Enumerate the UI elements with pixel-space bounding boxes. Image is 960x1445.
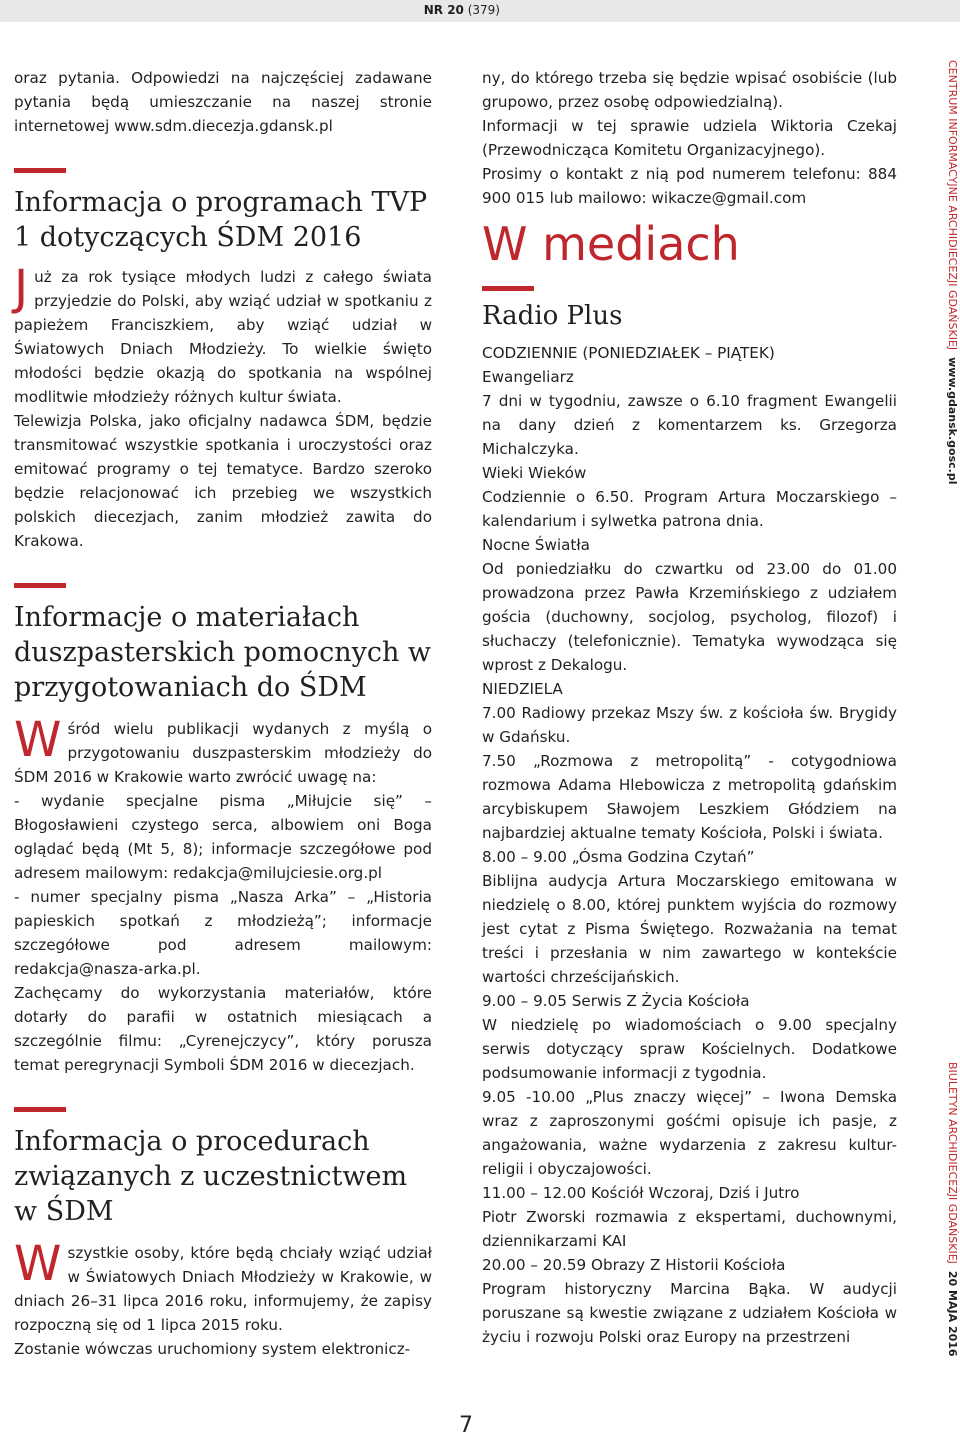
section-title-materials: Informacje o materiałach duszpasterskich pomocnych w przygotowaniach do ŚDM <box>14 602 432 703</box>
radio-line: Biblijna audycja Artura Moczarskiego emitowana w niedzielę o 8.00, której punktem wyjścia do rozmowy jest cytat z Pisma Świętego. Rozważania na temat treści i przesłania w nim zawartego w kontekście wartości chrześcijańskich. <box>482 872 897 986</box>
radio-line: NIEDZIELA <box>482 680 563 698</box>
sidebar-bottom-text <box>946 1062 959 1357</box>
sidebar-top-text <box>946 60 959 484</box>
radio-line: Wieki Wieków <box>482 464 587 482</box>
materials-paragraph-4: Zachęcamy do wykorzystania materiałów, które dotarły do parafii w ostatnich miesiącach a szczególnie filmu: „Cyrenejczycy”, który porusza temat peregrynacji Symboli ŚDM 2016 w diecezjach. <box>14 984 432 1074</box>
tvp-paragraph-2: Telewizja Polska, jako oficjalny nadawca ŚDM, będzie transmitować wszystkie spotkania i uroczystości oraz emitować programy o tej tematyce. Bardzo szeroko będzie relacjonować ich przebieg we wszystkich polskich diecezjach, zanim młodzież zawita do Krakowa. <box>14 412 432 550</box>
radio-line: Codziennie o 6.50. Program Artura Moczarskiego – kalendarium i sylwetka patrona dnia. <box>482 488 897 530</box>
tvp-paragraph-1 <box>14 260 432 409</box>
radio-line: 7.00 Radiowy przekaz Mszy św. z kościoła św. Brygidy w Gdańsku. <box>482 704 897 746</box>
page-number: 7 <box>459 1413 473 1438</box>
radio-line: 20.00 – 20.59 Obrazy Z Historii Kościoła <box>482 1256 786 1274</box>
section-title-procedures: Informacja o procedurach związanych z uczestnictwem w ŚDM <box>14 1126 408 1227</box>
radio-title: Radio Plus <box>482 301 623 331</box>
radio-line: Ewangeliarz <box>482 368 574 386</box>
sidebar-url: www.gdansk.gosc.pl <box>946 357 959 485</box>
issue-rest: (379) <box>463 3 500 17</box>
drop-cap: J <box>14 260 29 316</box>
procedures-paragraph-1-text: szystkie osoby, które będą chciały wziąć udział w Światowych Dniach Młodzieży w Krakowie, w dniach 26–31 lipca 2016 roku, informujemy, że zapisy rozpoczną się od 1 lipca 2015 roku. <box>14 1244 432 1334</box>
radio-line: 8.00 – 9.00 „Ósma Godzina Czytań” <box>482 848 755 866</box>
radio-line: 9.05 -10.00 „Plus znaczy więcej” – Iwona Demska wraz z zaproszonymi gośćmi opisuje ich pasje, z angażowania, ważne wydarzenia z zakresu kultur-religii i obyczajowości. <box>482 1088 897 1178</box>
radio-line: CODZIENNIE (PONIEDZIAŁEK – PIĄTEK) <box>482 344 775 362</box>
materials-paragraph-1-text: śród wielu publikacji wydanych z myślą o przygotowaniu duszpasterskim młodzieży do ŚDM 2016 w Krakowie warto zwrócić uwagę na: <box>14 720 432 786</box>
left-column <box>14 66 432 1361</box>
radio-line: Nocne Światła <box>482 536 590 554</box>
issue-bold: NR 20 <box>423 3 464 17</box>
radio-line: Piotr Zworski rozmawia z ekspertami, duchownymi, dziennikarzami KAI <box>482 1208 897 1250</box>
drop-cap: W <box>14 1236 62 1292</box>
materials-paragraph-1 <box>14 712 432 789</box>
radio-line: W niedzielę po wiadomościach o 9.00 specjalny serwis dotyczący spraw Kościelnych. Dodatkowe podsumowanie informacji z tygodnia. <box>482 1016 897 1082</box>
sidebar-bottom-label: BIULETYN ARCHIDIECEZJI GDAŃSKIEJ <box>946 1062 959 1264</box>
radio-line: Program historyczny Marcina Bąka. W audycji poruszane są kwestie związane z udziałem Kościoła w życiu i rozwoju Polski oraz Europy na przestrzeni <box>482 1280 897 1346</box>
radio-line: Od poniedziałku do czwartku od 23.00 do 01.00 prowadzona przez Pawła Krzemińskiego z udziałem gościa (duchowny, socjolog, psycholog, filozof) i słuchaczy (telefonicznie). Tematyka wywodząca się wprost z Dekalogu. <box>482 560 897 674</box>
continued-text-3: Prosimy o kontakt z nią pod numerem telefonu: 884 900 015 lub mailowo: wikacze@gmail.com <box>482 165 897 207</box>
procedures-paragraph-2: Zostanie wówczas uruchomiony system elektronicz- <box>14 1340 411 1358</box>
radio-line: 7.50 „Rozmowa z metropolitą” - cotygodniowa rozmowa Adama Hlebowicza z metropolitą gdańskim arcybiskupem Sławojem Leszkiem Głódziem na najbardziej aktualne tematy Kościoła, Polski i świata. <box>482 752 897 842</box>
continued-text-2: Informacji w tej sprawie udziela Wiktoria Czekaj (Przewodnicząca Komitetu Organizacyjnego). <box>482 117 897 159</box>
section-title-media: W mediach <box>482 217 740 271</box>
intro-text: oraz pytania. Odpowiedzi na najczęściej zadawane pytania będą umieszczanie na naszej stronie internetowej www.sdm.diecezja.gdansk.pl <box>14 69 432 135</box>
radio-line: 9.00 – 9.05 Serwis Z Życia Kościoła <box>482 992 750 1010</box>
section-title-tvp: Informacja o programach TVP 1 dotyczących ŚDM 2016 <box>14 187 428 253</box>
continued-text: ny, do którego trzeba się będzie wpisać osobiście (lub grupowo, przez osobę odpowiedzialną). <box>482 69 897 111</box>
sidebar-date: 20 MAJA 2016 <box>946 1270 959 1357</box>
radio-line: 7 dni w tygodniu, zawsze o 6.10 fragment Ewangelii na dany dzień z komentarzem ks. Grzegorza Michalczyka. <box>482 392 897 458</box>
tvp-paragraph-1-text: uż za rok tysiące młodych ludzi z całego świata przyjedzie do Polski, aby wziąć udział w spotkaniu z papieżem Franciszkiem, aby wziąć udział w Światowych Dniach Młodzieży. To wielkie święto młodości będzie okazją do spotkania na wspólnej modlitwie młodzieży różnych kultur świata. <box>14 268 432 406</box>
procedures-paragraph-1 <box>14 1236 432 1337</box>
right-column <box>482 66 897 1349</box>
materials-paragraph-2: - wydanie specjalne pisma „Miłujcie się” – Błogosławieni czystego serca, albowiem oni Boga oglądać będą (Mt 5, 8); informacje szczegółowe pod adresem mailowym: redakcja@milujciesie.org.pl <box>14 792 432 882</box>
materials-paragraph-3: - numer specjalny pisma „Nasza Arka” – „Historia papieskich spotkań z młodzieżą”; informacje szczegółowe pod adresem mailowym: redakcja@nasza-arka.pl. <box>14 888 432 978</box>
radio-line: 11.00 – 12.00 Kościół Wczoraj, Dziś i Jutro <box>482 1184 800 1202</box>
issue-number <box>424 3 500 17</box>
radio-schedule <box>482 341 897 1349</box>
sidebar-top-label: CENTRUM INFORMACYJNE ARCHIDIECEZJI GDAŃSKIEJ <box>946 60 959 351</box>
drop-cap: W <box>14 712 62 768</box>
